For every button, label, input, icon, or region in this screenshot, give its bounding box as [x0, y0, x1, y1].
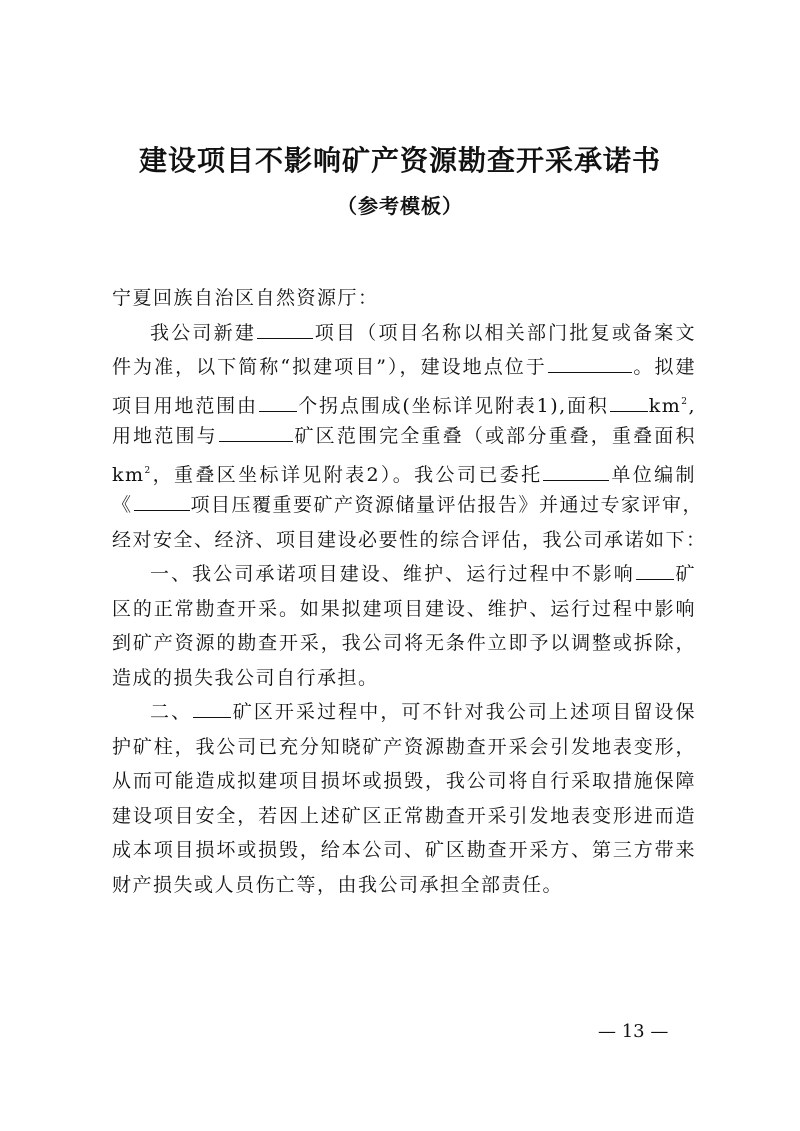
document-title: 建设项目不影响矿产资源勘查开采承诺书 [138, 144, 661, 177]
paragraph-line: 经对安全、经济、项目建设必要性的综合评估，我公司承诺如下： [112, 528, 707, 551]
blank-line [134, 509, 190, 511]
paragraph-line: 造成的损失我公司自行承担。 [112, 666, 379, 689]
paragraph-line: $km^2$，重叠区坐标详见附表2）。我公司已委托 单位编制 [112, 463, 696, 486]
paragraph-line: 财产损失或人员伤亡等，由我公司承担全部责任。 [112, 873, 564, 896]
paragraph-line: 建设项目安全，若因上述矿区正常勘查开采引发地表变形进而造 [112, 804, 696, 827]
blank-line [259, 410, 297, 412]
blank-line [610, 410, 648, 412]
document-body [112, 281, 707, 902]
paragraph-line: 护矿柱，我公司已充分知晓矿产资源勘查开采会引发地表变形， [112, 735, 696, 758]
blank-line [548, 371, 632, 373]
document-page: 建设项目不影响矿产资源勘查开采承诺书 （参考模板） 宁夏回族自治区自然资源厅： 我公司新建 项目（项目名称以相关部门批复或备案文 件为准，以下简称“拟建项目”），建设地点位于 。拟建 项目用地范围由 个拐点围成(坐标详见附表1),面积 $km^2$, 用地范围与 矿区范围完全重叠（或部分重叠，重叠面积 $km^2$，重叠区坐标详见附表2）。我公司已委托 单位编制 《 项目压覆重要矿产资源储量评估报告》并通过专家评审， 经对安全、经济、项目建设必要性的综合评估，我公司承诺如下： 一、我公司承诺项目建设、维护、运行过程中不影响 矿 区的正常勘查开采。如果拟建项目建设、维护、运行过程中影响 到矿产资源的勘查开采，我公司将无条件立即予以调整或拆除， 造成的损失我公司自行承担。 二、 矿区开采过程中，可不针对我公司上述项目留设保 护矿柱，我公司已充分知晓矿产资源勘查开采会引发地表变形， 从而可能造成拟建项目损坏或损毁，我公司将自行采取措施保障 建设项目安全，若因上述矿区正常勘查开采引发地表变形进而造 成本项目损坏或损毁，给本公司、矿区勘查开采方、第三方带来 财产损失或人员伤亡等，由我公司承担全部责任。 — 13 — [0, 0, 800, 1131]
paragraph-line: 成本项目损坏或损毁，给本公司、矿区勘查开采方、第三方带来 [112, 839, 696, 861]
blank-line [257, 337, 313, 339]
paragraph-line: 二、 矿区开采过程中，可不针对我公司上述项目留设保 [150, 701, 696, 723]
paragraph-line: 《 项目压覆重要矿产资源储量评估报告》并通过专家评审， [112, 494, 704, 516]
blank-line [219, 440, 293, 442]
paragraph-line: 我公司新建 项目（项目名称以相关部门批复或备案文 [150, 321, 696, 344]
paragraph-line: 项目用地范围由 个拐点围成(坐标详见附表1),面积 $km^2$, [112, 394, 696, 417]
salutation: 宁夏回族自治区自然资源厅： [112, 287, 379, 309]
paragraph-line: 从而可能造成拟建项目损坏或损毁，我公司将自行采取措施保障 [112, 770, 696, 792]
document-subtitle: （参考模板） [337, 194, 463, 218]
blank-line [193, 716, 231, 718]
blank-line [636, 578, 674, 580]
paragraph-line: 用地范围与 矿区范围完全重叠（或部分重叠，重叠面积 [112, 425, 696, 447]
blank-line [543, 479, 609, 481]
paragraph-line: 到矿产资源的勘查开采，我公司将无条件立即予以调整或拆除， [112, 632, 696, 654]
paragraph-line: 一、我公司承诺项目建设、维护、运行过程中不影响 矿 [150, 563, 696, 585]
paragraph-line: 件为准，以下简称“拟建项目”），建设地点位于 。拟建 [112, 356, 696, 378]
paragraph-line: 区的正常勘查开采。如果拟建项目建设、维护、运行过程中影响 [112, 597, 696, 620]
